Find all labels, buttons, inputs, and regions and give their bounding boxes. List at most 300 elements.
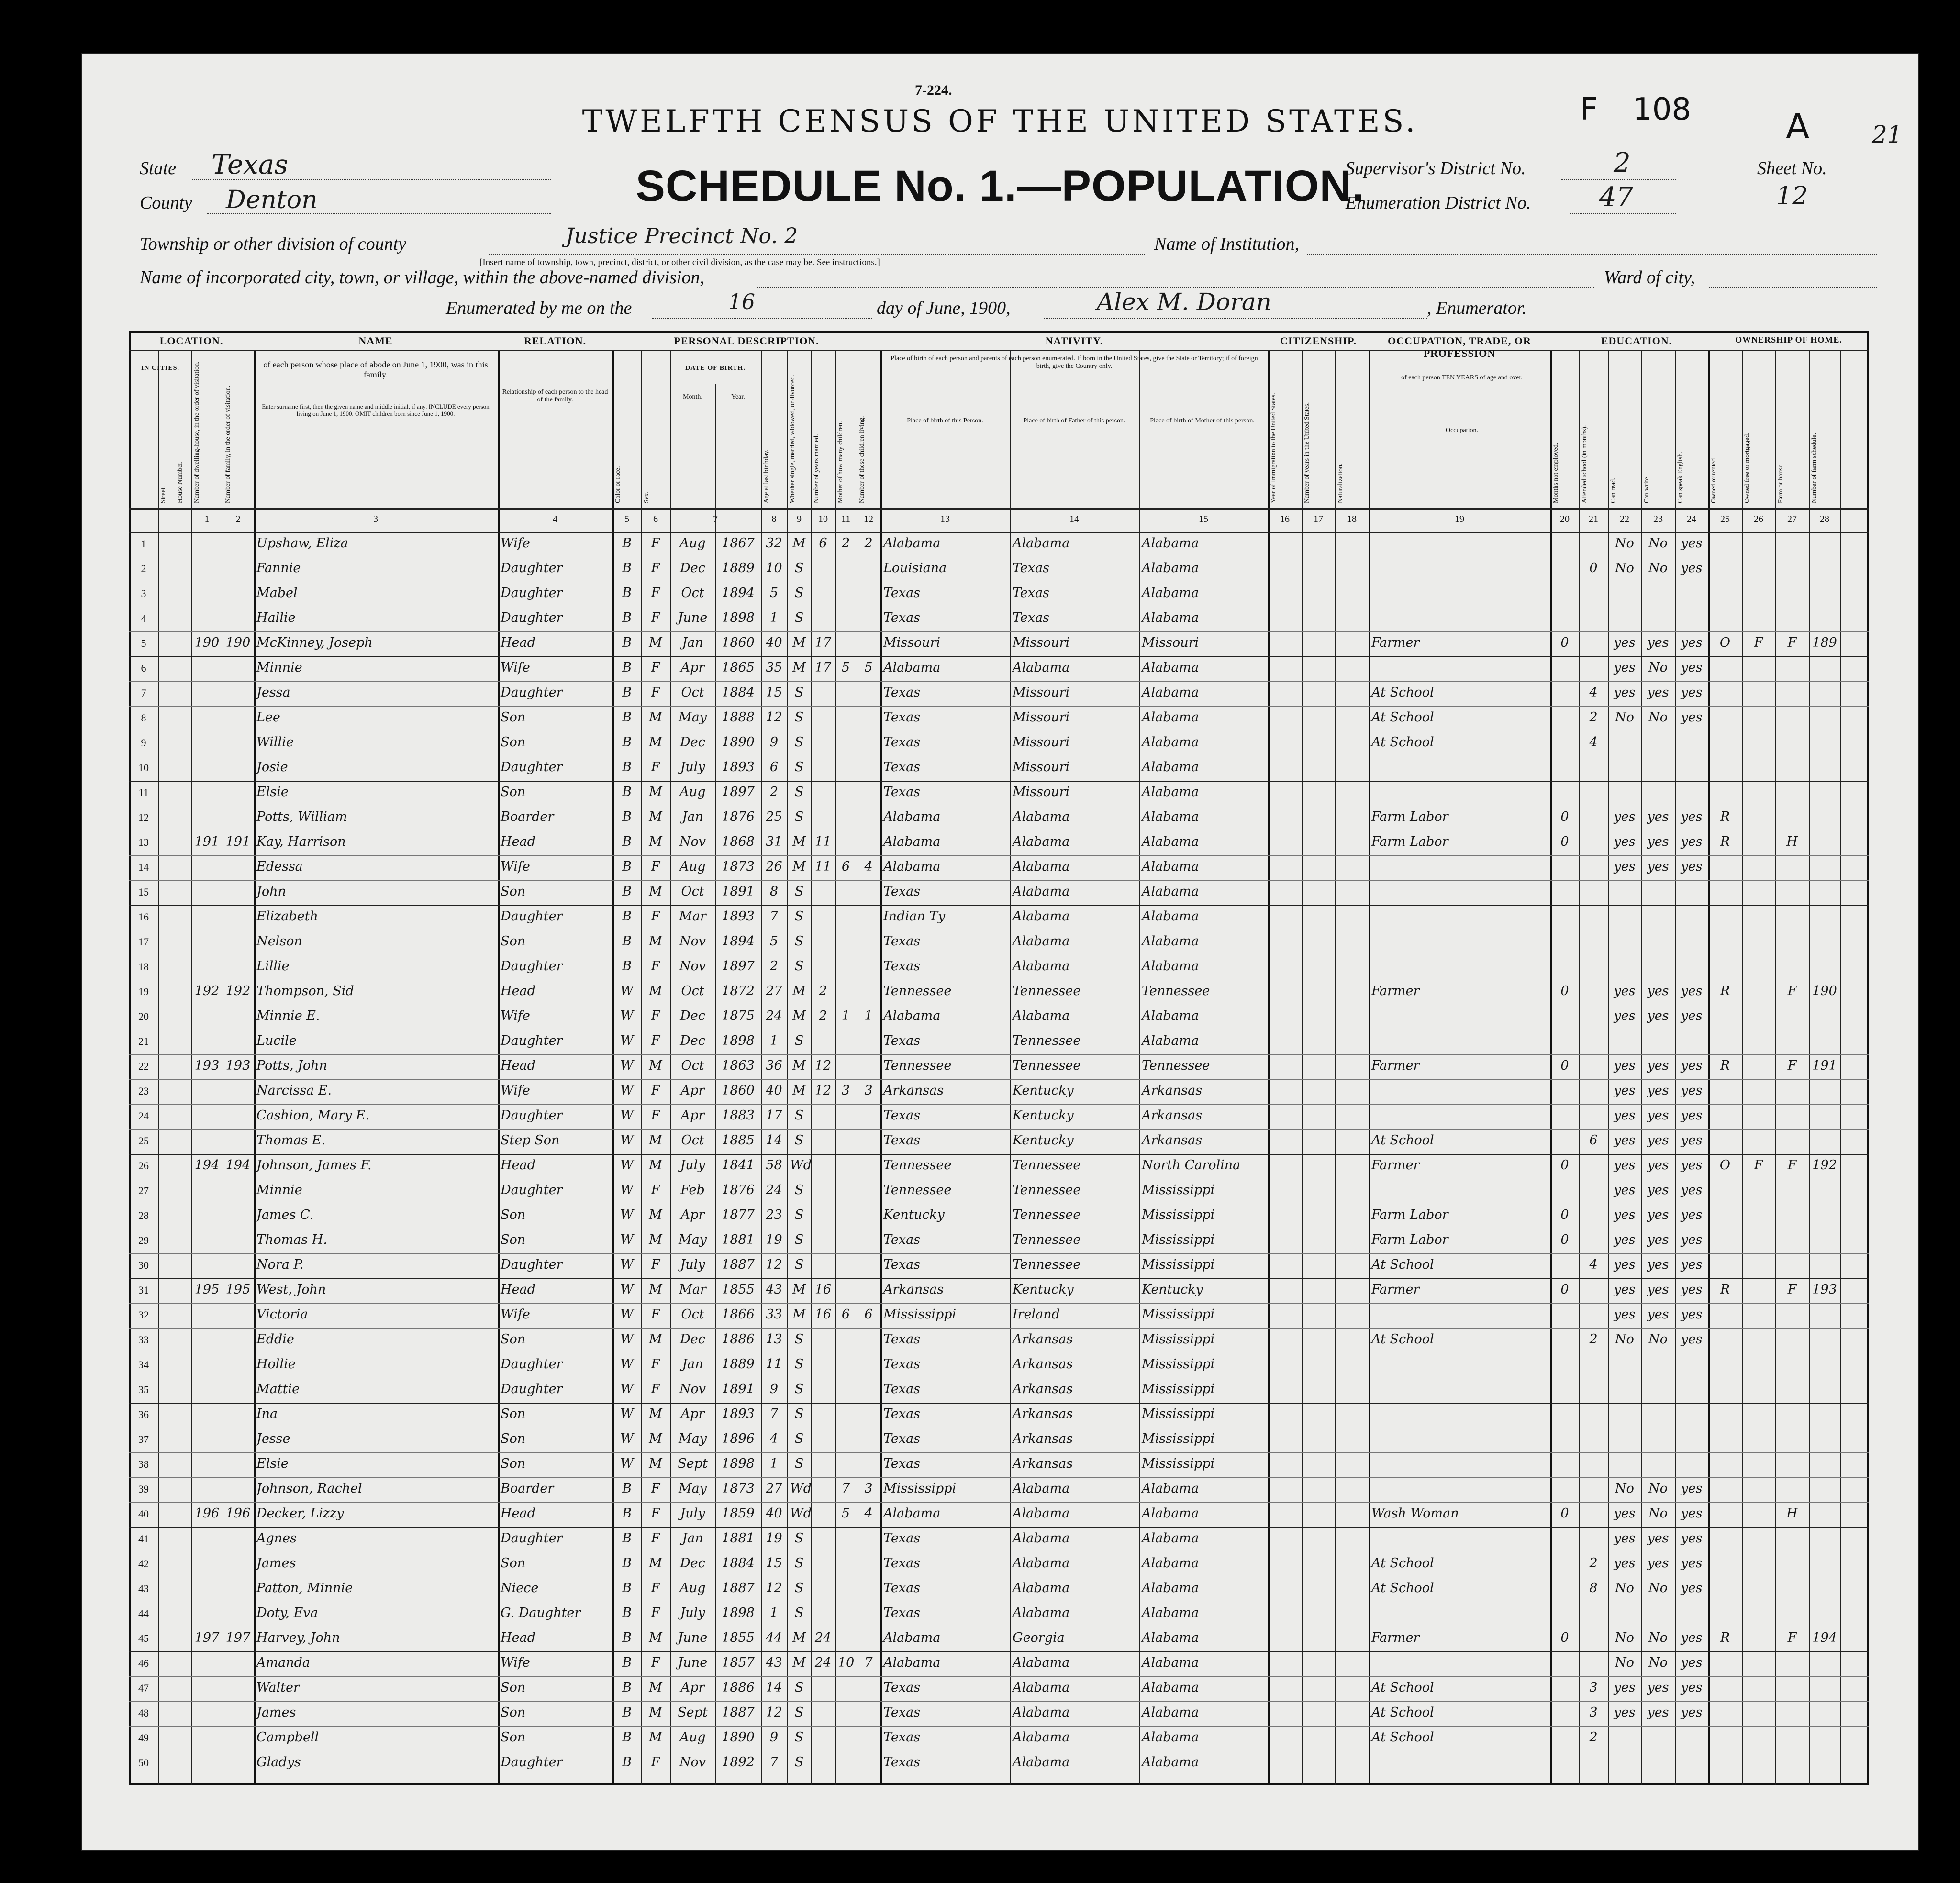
cell-col: W [620, 1207, 634, 1222]
grid-row-line [129, 631, 1869, 632]
cell-mp: Alabama [1142, 834, 1199, 849]
cell-en: yes [1681, 809, 1703, 824]
row-number: 19 [138, 986, 149, 997]
cell-name: Lucile [256, 1033, 297, 1048]
cell-own: O [1719, 635, 1731, 650]
cell-name: Jesse [256, 1431, 290, 1446]
cell-name: Doty, Eva [256, 1606, 318, 1620]
cell-rd: yes [1614, 859, 1636, 874]
cell-col: W [620, 1232, 634, 1247]
cell-en: yes [1681, 1257, 1703, 1272]
cell-wr: No [1648, 1481, 1668, 1496]
cell-fp: Texas [1013, 561, 1050, 576]
cell-fp: Tennessee [1013, 1058, 1081, 1073]
cell-yr: 1859 [722, 1506, 755, 1521]
cell-mon: Jan [682, 809, 703, 824]
cell-fam: 195 [225, 1282, 251, 1297]
cell-sex: M [649, 1407, 662, 1421]
cell-sex: M [649, 1630, 662, 1645]
cell-mon: Apr [680, 1108, 705, 1123]
cell-occ: Farmer [1371, 635, 1420, 650]
stamp-side: A [1786, 106, 1810, 146]
cell-rd: yes [1614, 660, 1636, 675]
cell-wr: yes [1647, 1158, 1669, 1173]
cell-rel: Son [501, 785, 526, 799]
cell-bp: Mississippi [883, 1481, 957, 1496]
row-number: 48 [138, 1707, 149, 1719]
cell-sex: M [649, 1207, 662, 1222]
cell-age: 5 [769, 934, 779, 949]
grid-column-line [715, 384, 716, 1785]
cell-yr: 1889 [722, 561, 755, 576]
cell-age: 19 [766, 1531, 782, 1546]
cell-bp: Alabama [883, 660, 941, 675]
cell-mon: Dec [680, 1332, 705, 1347]
cell-mar: M [792, 536, 806, 551]
cell-mon: June [678, 610, 708, 625]
cell-sex: F [651, 610, 660, 625]
cell-mar: S [794, 710, 804, 725]
grid-column-line [1550, 350, 1552, 1785]
cell-col: B [622, 1655, 632, 1670]
cell-mar: S [794, 1332, 804, 1347]
cell-occ: At School [1371, 685, 1434, 700]
cell-fam: 192 [225, 984, 251, 998]
cell-wr: yes [1647, 1083, 1669, 1098]
cell-name: Mattie [256, 1382, 300, 1396]
cell-name: Hollie [256, 1357, 296, 1372]
cell-rel: Daughter [501, 1357, 563, 1372]
grid-column-line [612, 350, 614, 1785]
cell-ym: 12 [814, 1058, 832, 1073]
cell-age: 10 [766, 561, 782, 576]
enumerated-mid: day of June, 1900, [877, 298, 1011, 318]
occupation-heading: Occupation. [1445, 427, 1479, 434]
cell-sex: M [649, 1680, 662, 1695]
cell-mar: S [794, 809, 804, 824]
cell-liv: 1 [864, 1008, 873, 1023]
row-number: 28 [138, 1209, 149, 1221]
row-number: 50 [138, 1757, 149, 1769]
column-number: 20 [1560, 514, 1570, 524]
grid-column-line [1675, 350, 1676, 1785]
cell-col: W [620, 1033, 634, 1048]
cell-fp: Arkansas [1013, 1407, 1073, 1421]
cell-rd: yes [1614, 1531, 1636, 1546]
column-number: 24 [1687, 514, 1696, 524]
cell-sc: 3 [1589, 1680, 1598, 1695]
row-number: 11 [138, 786, 149, 798]
cell-name: Campbell [256, 1730, 319, 1745]
cell-mar: M [792, 1083, 806, 1098]
cell-rel: Wife [501, 1008, 530, 1023]
cell-mp: Alabama [1142, 1506, 1199, 1521]
cell-mu: 0 [1560, 984, 1569, 998]
grid-column-line [1335, 350, 1336, 1785]
column-number: 13 [940, 514, 950, 524]
cell-age: 23 [766, 1207, 782, 1222]
cell-bp: Texas [883, 710, 921, 725]
cell-mar: S [794, 1531, 804, 1546]
row-number: 2 [141, 563, 146, 575]
cell-occ: At School [1371, 735, 1434, 750]
cell-yr: 1881 [722, 1232, 755, 1247]
cell-rel: Daughter [501, 1108, 563, 1123]
cell-name: Amanda [256, 1655, 310, 1670]
cell-wr: yes [1647, 635, 1669, 650]
column-number: 27 [1787, 514, 1797, 524]
cell-bp: Texas [883, 1705, 921, 1720]
cell-sex: F [651, 1755, 660, 1770]
cell-age: 40 [766, 635, 782, 650]
cell-rel: Daughter [501, 959, 563, 974]
cell-liv: 2 [864, 536, 873, 551]
cell-fh: F [1787, 984, 1797, 998]
cell-en: yes [1681, 1705, 1703, 1720]
row-number: 49 [138, 1732, 149, 1744]
cell-ym: 24 [814, 1655, 832, 1670]
farm-house-heading: Farm or house. [1777, 463, 1784, 503]
cell-wr: No [1648, 710, 1668, 725]
cell-name: Ina [256, 1407, 278, 1421]
cell-sex: F [651, 1531, 660, 1546]
cell-sex: M [649, 1556, 662, 1571]
cell-sc: 4 [1589, 1257, 1598, 1272]
cell-en: yes [1681, 1655, 1703, 1670]
cell-rel: Daughter [501, 1531, 563, 1546]
cell-wr: yes [1647, 1008, 1669, 1023]
cell-sex: F [651, 1655, 660, 1670]
cell-sex: F [651, 959, 660, 974]
cell-bp: Alabama [883, 1630, 941, 1645]
cell-name: Kay, Harrison [256, 834, 346, 849]
cell-en: yes [1681, 1307, 1703, 1322]
cell-wr: yes [1647, 1207, 1669, 1222]
enumerated-day: 16 [728, 290, 755, 314]
cell-occ: At School [1371, 1581, 1434, 1595]
cell-mp: Alabama [1142, 959, 1199, 974]
cell-rel: Head [501, 1506, 535, 1521]
grid-row-line [129, 1079, 1869, 1080]
cell-name: Thomas E. [256, 1133, 326, 1148]
cell-ym: 17 [814, 635, 832, 650]
cell-mp: Mississippi [1142, 1232, 1215, 1247]
cell-age: 9 [769, 735, 779, 750]
cell-fp: Missouri [1013, 635, 1070, 650]
cell-mp: Arkansas [1142, 1108, 1203, 1123]
cell-own: R [1720, 834, 1730, 849]
cell-bp: Tennessee [883, 1183, 952, 1197]
cell-mp: Mississippi [1142, 1456, 1215, 1471]
township-label: Township or other division of county [140, 234, 407, 254]
years-in-us-heading: Number of years in the United States. [1303, 402, 1311, 503]
cell-mp: Alabama [1142, 710, 1199, 725]
cell-fp: Arkansas [1013, 1332, 1073, 1347]
cell-mp: Alabama [1142, 561, 1199, 576]
cell-name: Elsie [256, 1456, 289, 1471]
cell-yr: 1893 [722, 1407, 755, 1421]
cell-yr: 1894 [722, 586, 755, 600]
cell-wr: yes [1647, 1556, 1669, 1571]
column-number: 4 [553, 514, 557, 524]
cell-bp: Texas [883, 1407, 921, 1421]
row-number: 8 [141, 712, 146, 724]
cell-sex: M [649, 1456, 662, 1471]
cell-yr: 1841 [722, 1158, 755, 1173]
cell-fp: Alabama [1013, 536, 1070, 551]
cell-fh: F [1787, 1630, 1797, 1645]
cell-mar: S [794, 1108, 804, 1123]
cell-sex: F [651, 660, 660, 675]
grid-row-line [129, 656, 1869, 657]
cell-rel: Wife [501, 859, 530, 874]
cell-col: W [620, 1456, 634, 1471]
cell-col: W [620, 1282, 634, 1297]
sheet-label: Sheet No. [1757, 158, 1827, 178]
cell-name: Agnes [256, 1531, 297, 1546]
cell-fp: Alabama [1013, 1655, 1070, 1670]
cell-name: Narcissa E. [256, 1083, 332, 1098]
cell-sex: M [649, 1282, 662, 1297]
cell-fam: 197 [225, 1630, 251, 1645]
cell-rd: yes [1614, 1008, 1636, 1023]
cell-fp: Alabama [1013, 1680, 1070, 1695]
cell-fp: Alabama [1013, 934, 1070, 949]
row-number: 35 [138, 1384, 149, 1396]
can-write-heading: Can write. [1643, 475, 1650, 503]
cell-yr: 1875 [722, 1008, 755, 1023]
cell-name: James C. [256, 1207, 314, 1222]
cell-sex: F [651, 1083, 660, 1098]
cell-wr: No [1648, 1506, 1668, 1521]
cell-en: yes [1681, 1108, 1703, 1123]
cell-mar: M [792, 635, 806, 650]
cell-mon: Nov [679, 934, 706, 949]
institution-label: Name of Institution, [1154, 234, 1299, 254]
cell-liv: 4 [864, 859, 873, 874]
cell-wr: yes [1647, 1282, 1669, 1297]
grid-row-line [129, 1253, 1869, 1254]
cell-sc: 0 [1589, 561, 1598, 576]
grid-row-line [129, 1726, 1869, 1727]
cell-yr: 1885 [722, 1133, 755, 1148]
cell-name: Gladys [256, 1755, 301, 1770]
cell-rel: Wife [501, 1307, 530, 1322]
group-education: EDUCATION. [1601, 335, 1672, 347]
cell-bp: Alabama [883, 1655, 941, 1670]
cell-mp: Mississippi [1142, 1307, 1215, 1322]
cell-rel: Son [501, 884, 526, 899]
cell-wr: yes [1647, 1705, 1669, 1720]
column-number: 15 [1199, 514, 1208, 524]
group-nativity: NATIVITY. [1045, 335, 1103, 347]
grid-column-line [857, 350, 858, 1785]
cell-col: W [620, 1431, 634, 1446]
cell-ym: 2 [819, 1008, 827, 1023]
cell-bp: Texas [883, 1606, 921, 1620]
grid-column-line [1809, 350, 1810, 1785]
cell-age: 13 [766, 1332, 782, 1347]
cell-mp: Alabama [1142, 1581, 1199, 1595]
cell-fp: Alabama [1013, 1556, 1070, 1571]
cell-sc: 2 [1589, 1556, 1598, 1571]
cell-yr: 1866 [722, 1307, 755, 1322]
cell-mon: Sept [678, 1456, 708, 1471]
cell-wr: yes [1647, 1133, 1669, 1148]
cell-col: W [620, 1058, 634, 1073]
cell-rd: No [1615, 536, 1634, 551]
cell-mon: Nov [679, 1382, 706, 1396]
cell-mon: July [680, 1257, 705, 1272]
cell-col: B [622, 1556, 632, 1571]
cell-col: B [622, 1705, 632, 1720]
cell-mon: Aug [679, 1581, 706, 1595]
can-read-heading: Can read. [1610, 477, 1617, 503]
cell-mar: S [794, 1606, 804, 1620]
cell-mp: Alabama [1142, 785, 1199, 799]
cell-name: Walter [256, 1680, 300, 1695]
row-number: 29 [138, 1234, 149, 1246]
cell-col: B [622, 959, 632, 974]
cell-sc: 6 [1589, 1133, 1598, 1148]
cell-age: 32 [766, 536, 782, 551]
cell-liv: 5 [864, 660, 873, 675]
row-number: 38 [138, 1458, 149, 1470]
cell-bp: Texas [883, 685, 921, 700]
cell-fp: Alabama [1013, 1531, 1070, 1546]
cell-age: 5 [769, 586, 779, 600]
grid-column-line [670, 350, 671, 1785]
cell-name: James [256, 1556, 296, 1571]
dwelling-number-heading: Number of dwelling-house, in the order of visitation. [193, 361, 200, 503]
cell-occ: Farmer [1371, 1058, 1420, 1073]
cell-mar: S [794, 1556, 804, 1571]
cell-name: Hallie [256, 610, 296, 625]
cell-name: Decker, Lizzy [256, 1506, 344, 1521]
cell-sex: F [651, 1008, 660, 1023]
cell-mon: May [679, 710, 707, 725]
cell-sex: F [651, 1033, 660, 1048]
cell-sex: F [651, 1307, 660, 1322]
city-label: Name of incorporated city, town, or village, within the above-named division, [140, 267, 704, 288]
cell-mu: 0 [1560, 1506, 1569, 1521]
cell-fp: Tennessee [1013, 1183, 1081, 1197]
cell-yr: 1894 [722, 934, 755, 949]
cell-mar: S [794, 1730, 804, 1745]
cell-mon: Jan [682, 635, 703, 650]
cell-mon: Oct [681, 1307, 704, 1322]
cell-mo: 6 [841, 859, 850, 874]
cell-bp: Alabama [883, 834, 941, 849]
cell-free: F [1754, 1158, 1763, 1173]
cell-mp: Alabama [1142, 536, 1199, 551]
grid-column-line [1708, 350, 1710, 1785]
cell-rel: Son [501, 1705, 526, 1720]
grid-column-line [1742, 350, 1743, 1785]
cell-en: yes [1681, 1207, 1703, 1222]
cell-sex: F [651, 1382, 660, 1396]
cell-col: W [620, 1257, 634, 1272]
cell-en: yes [1681, 1083, 1703, 1098]
cell-rel: Boarder [501, 1481, 554, 1496]
cell-mp: Arkansas [1142, 1133, 1203, 1148]
cell-mon: May [679, 1431, 707, 1446]
cell-mon: Dec [680, 1033, 705, 1048]
cell-occ: At School [1371, 1257, 1434, 1272]
cell-fp: Ireland [1013, 1307, 1060, 1322]
cell-col: B [622, 809, 632, 824]
cell-en: yes [1681, 834, 1703, 849]
cell-fp: Alabama [1013, 909, 1070, 924]
cell-mar: S [794, 909, 804, 924]
row-number: 30 [138, 1259, 149, 1271]
cell-yr: 1868 [722, 834, 755, 849]
cell-dw: 197 [194, 1630, 220, 1645]
cell-dw: 191 [194, 834, 220, 849]
cell-age: 12 [766, 1257, 782, 1272]
cell-bp: Texas [883, 785, 921, 799]
cell-ym: 6 [819, 536, 827, 551]
cell-dw: 190 [194, 635, 220, 650]
cell-yr: 1898 [722, 610, 755, 625]
cell-age: 9 [769, 1730, 779, 1745]
cell-mp: Alabama [1142, 909, 1199, 924]
cell-sex: F [651, 1257, 660, 1272]
cell-fp: Kentucky [1013, 1282, 1074, 1297]
row-number: 10 [138, 762, 149, 774]
grid-header-line [129, 350, 1869, 351]
grid-row-line [129, 781, 1869, 782]
cell-col: B [622, 735, 632, 750]
cell-mon: June [678, 1655, 708, 1670]
cell-mon: Jan [682, 1531, 703, 1546]
cell-en: yes [1681, 710, 1703, 725]
cell-age: 6 [769, 760, 779, 775]
row-number: 18 [138, 961, 149, 973]
group-citizenship: CITIZENSHIP. [1280, 335, 1357, 347]
cell-wr: yes [1647, 1680, 1669, 1695]
cell-rd: No [1615, 1630, 1634, 1645]
nativity-instructions: Place of birth of each person and parents of each person enumerated. If born in the United States, give the State or Territory; if of foreign birth, give the Country only. [891, 355, 1258, 370]
cell-bp: Texas [883, 1332, 921, 1347]
cell-mar: S [794, 1183, 804, 1197]
cell-yr: 1873 [722, 1481, 755, 1496]
row-number: 37 [138, 1433, 149, 1445]
cell-age: 26 [766, 859, 782, 874]
cell-mon: Feb [680, 1183, 705, 1197]
cell-fh: F [1787, 635, 1797, 650]
row-number: 36 [138, 1408, 149, 1420]
cell-rel: Son [501, 1407, 526, 1421]
cell-liv: 7 [864, 1655, 873, 1670]
cell-sc: 2 [1589, 1730, 1598, 1745]
cell-mu: 0 [1560, 1158, 1569, 1173]
cell-fam: 193 [225, 1058, 251, 1073]
cell-sex: F [651, 1606, 660, 1620]
children-living-heading: Number of these children living. [858, 416, 866, 503]
row-number: 7 [141, 687, 146, 699]
cell-rel: Son [501, 1730, 526, 1745]
cell-en: yes [1681, 1332, 1703, 1347]
cell-yr: 1898 [722, 1606, 755, 1620]
cell-fp: Missouri [1013, 760, 1070, 775]
cell-bp: Texas [883, 1431, 921, 1446]
cell-mar: M [792, 1630, 806, 1645]
cell-mo: 5 [841, 660, 850, 675]
cell-sc: 3 [1589, 1705, 1598, 1720]
cell-col: B [622, 536, 632, 551]
cell-col: W [620, 1008, 634, 1023]
